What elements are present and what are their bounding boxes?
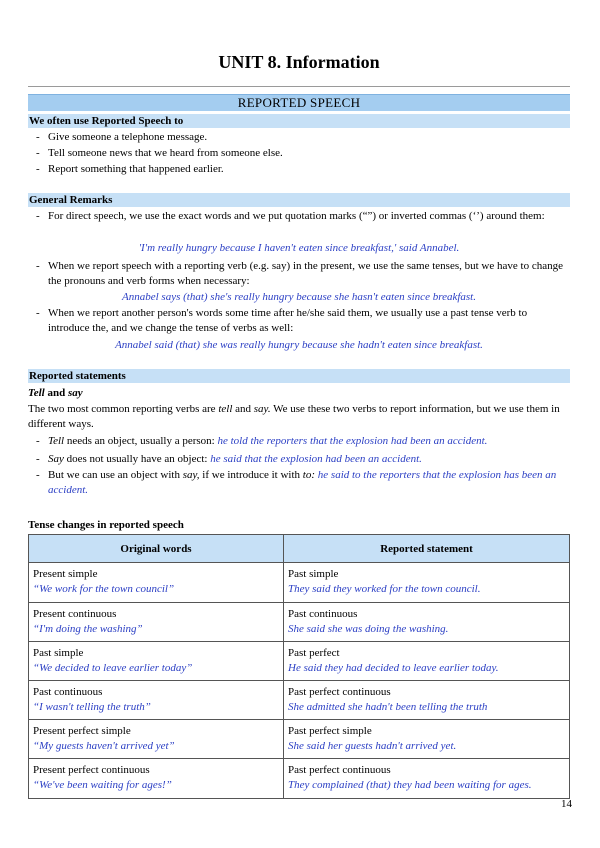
title-divider [28, 86, 570, 87]
table-cell: Present continuous “I'm doing the washing” [29, 603, 284, 642]
table-cell: Present perfect simple “My guests haven't arrived yet” [29, 720, 284, 759]
table-title: Tense changes in reported speech [28, 519, 184, 531]
list-item: - Give someone a telephone message. [36, 131, 208, 143]
column-header: Reported statement [284, 535, 570, 563]
table-cell: Past perfect continuous She admitted she hadn't been telling the truth [284, 681, 570, 720]
list-item: - When we report another person's words some time after he/she said them, we usually use a past tense verb to introduce the, and we change the tense of verbs as well: [36, 307, 528, 334]
list-item: - But we can use an object with say, if we introduce it with to: he said to the reporters that the explosion has been an accident. [36, 469, 557, 496]
table-cell: Past perfect He said they had decided to leave earlier today. [284, 642, 570, 681]
table-row [29, 603, 570, 642]
topic-banner: REPORTED SPEECH [28, 94, 570, 111]
table-cell: Present simple “We work for the town council” [29, 563, 284, 603]
example-sentence: 'I'm really hungry because I haven't eaten since breakfast,' said Annabel. [138, 242, 460, 254]
table-row [29, 759, 570, 799]
list-item: - Report something that happened earlier. [36, 163, 224, 175]
list-item: - Tell needs an object, usually a person: he told the reporters that the explosion had been an accident. [36, 435, 488, 447]
table-row [29, 720, 570, 759]
table-row [29, 642, 570, 681]
tense-changes-table [28, 534, 570, 799]
section-heading-uses: We often use Reported Speech to [28, 114, 570, 128]
section-heading-general-remarks: General Remarks [28, 193, 570, 207]
list-item: - Tell someone news that we heard from someone else. [36, 147, 283, 159]
page-number: 14 [561, 798, 572, 810]
page-title: UNIT 8. Information [218, 52, 380, 72]
table-cell: Past perfect simple She said her guests hadn't arrived yet. [284, 720, 570, 759]
table-row [29, 681, 570, 720]
table-cell: Present perfect continuous “We've been waiting for ages!” [29, 759, 284, 799]
list-item: - For direct speech, we use the exact words and we put quotation marks (“”) or inverted commas (‘’) around them: [36, 210, 545, 222]
table-cell: Past perfect continuous They complained (that) they had been waiting for ages. [284, 759, 570, 799]
list-item: - Say does not usually have an object: he said that the explosion had been an accident. [36, 453, 422, 465]
example-sentence: Annabel says (that) she's really hungry because she hasn't eaten since breakfast. [122, 291, 476, 303]
table-cell: Past continuous She said she was doing the washing. [284, 603, 570, 642]
column-header: Original words [29, 535, 284, 563]
section-heading-reported-statements: Reported statements [28, 369, 570, 383]
subheading-tell-and-say: Tell and say [28, 387, 83, 399]
intro-paragraph: The two most common reporting verbs are tell and say. We use these two verbs to report information, but we use them in different ways. [28, 403, 560, 430]
table-cell: Past continuous “I wasn't telling the truth” [29, 681, 284, 720]
table-cell: Past simple They said they worked for the town council. [284, 563, 570, 603]
list-item: - When we report speech with a reporting verb (e.g. say) in the present, we use the same tenses, but we have to change the pronouns and verb forms when necessary: [36, 260, 563, 287]
example-sentence: Annabel said (that) she was really hungry because she hadn't eaten since breakfast. [115, 339, 483, 351]
table-row [29, 563, 570, 603]
table-cell: Past simple “We decided to leave earlier today” [29, 642, 284, 681]
